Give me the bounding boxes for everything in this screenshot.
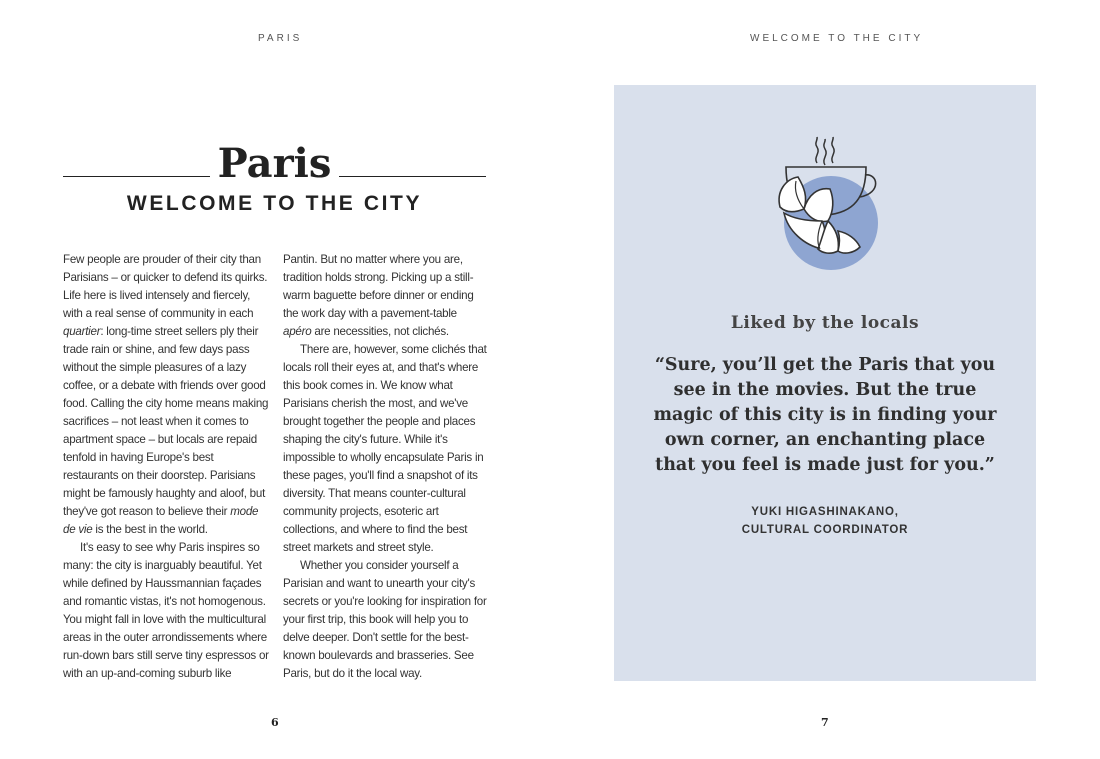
body-text: Whether you consider yourself a Parisian and want to unearth your city's secrets or you're looking for inspiration for your first trip, this book will help you to delve deeper. Don't settle for the best-known boulevards and brasseries. See Paris, but do it the local way. xyxy=(283,559,487,680)
body-text: Few people are prouder of their city than Parisians – or quicker to defend its quirks. Life here is lived intensely and fiercely, with a real sense of community in each xyxy=(63,253,268,320)
body-paragraph xyxy=(63,539,269,683)
italic-term: mode de vie xyxy=(63,505,259,536)
italic-term: apéro xyxy=(283,325,312,338)
body-text: There are, however, some clichés that locals roll their eyes at, and that's where this book comes in. We know what Parisians cherish the most, and we've brought together the people and places shaping the city's future. While it's impossible to wholly encapsulate Paris in these pages, you'll find a snapshot of its diversity. That means counter-cultural community projects, esoteric art collections, and where to find the best street markets and street style. xyxy=(283,343,487,554)
body-text: : long-time street sellers ply their trade rain or shine, and few days pass without the simple pleasures of a lazy coffee, or a debate with friends over good food. Calling the city home means making sacrifices – not least when it comes to apartment space – but locals are repaid tenfold in having Europe's best restaurants on their doorstep. Parisians might be famously haughty and aloof, but they've got reason to believe their xyxy=(63,325,269,518)
quote-panel xyxy=(614,85,1036,681)
panel-heading: Liked by the locals xyxy=(730,313,920,333)
body-text: is the best in the world. xyxy=(92,523,208,536)
body-text: Pantin. But no matter where you are, tradition holds strong. Picking up a still-warm baguette before dinner or ending the work day with a pavement-table xyxy=(283,253,474,320)
body-paragraph xyxy=(63,251,269,539)
quote-line: “Sure, you’ll get the Paris that you xyxy=(654,355,996,375)
body-paragraph xyxy=(283,557,487,683)
page-number-left: 6 xyxy=(271,716,279,729)
body-column-1 xyxy=(63,251,269,683)
running-head-left: PARIS xyxy=(258,33,303,44)
page-subtitle: WELCOME TO THE CITY xyxy=(126,192,423,215)
body-paragraph xyxy=(283,341,487,557)
quote-line: own corner, an enchanting place xyxy=(664,430,986,450)
quote-line: magic of this city is in finding your xyxy=(653,405,997,425)
page-title: Paris xyxy=(210,140,340,188)
body-paragraph xyxy=(283,251,487,341)
pull-quote xyxy=(636,353,1014,478)
body-text: It's easy to see why Paris inspires so many: the city is inarguably beautiful. Yet while defined by Haussmannian façades and romantic vistas, it's not homogenous. You might fall in love with the multicultural areas in the outer arrondissements where run-down bars still serve tiny espressos or with an up-and-coming suburb like xyxy=(63,541,269,680)
quote-line: that you feel is made just for you.” xyxy=(655,455,995,475)
attribution-name: YUKI HIGASHINAKANO, xyxy=(751,506,899,518)
body-text: are necessities, not clichés. xyxy=(311,325,449,338)
attribution xyxy=(614,503,1036,539)
italic-term: quartier xyxy=(63,325,101,338)
page-number-right: 7 xyxy=(821,716,829,729)
title-block xyxy=(63,140,486,216)
attribution-role: CULTURAL COORDINATOR xyxy=(741,524,909,536)
body-column-2 xyxy=(283,251,487,683)
running-head-right: WELCOME TO THE CITY xyxy=(750,33,924,44)
quote-line: see in the movies. But the true xyxy=(673,380,977,400)
coffee-cup-croissant-icon xyxy=(774,135,894,285)
